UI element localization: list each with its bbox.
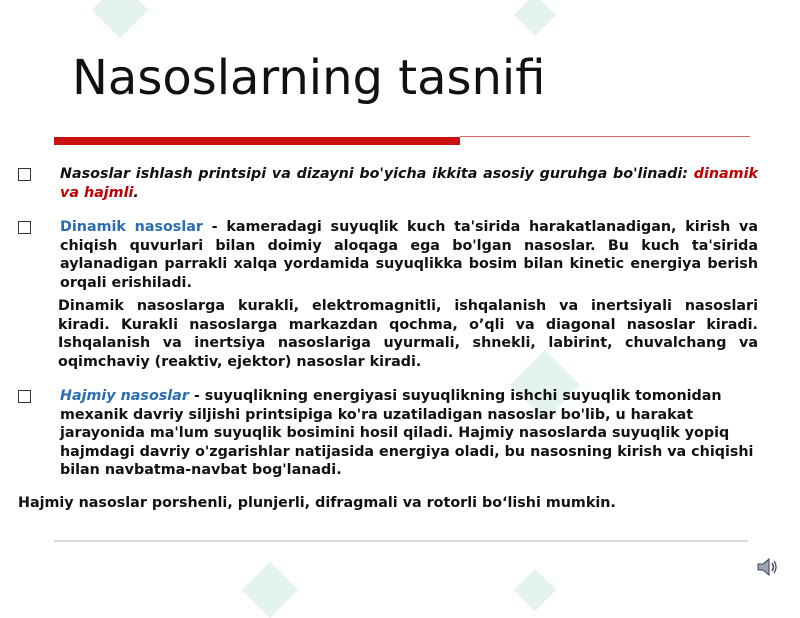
bullet-text-main: - suyuqlikning energiyasi suyuqlikning ishchi suyuqlik tomonidan mexanik davriy siljishi printsipiga ko'ra uzatiladigan nasoslar bo'lib, u harakat jarayonida ma'lum suyuqlik bosimini hosil qiladi. Hajmiy nasoslarda suyuqlik yopiq hajmdagi davriy o'zgarishlar natijasida energiya oladi, bu nasosning kirish va chiqishi bilan navbatma-navbat bog'lanadi. [60,388,754,478]
watermark-shape [92,0,149,38]
watermark-shape [514,0,556,36]
bullet-text-main: Nasoslar ishlash printsipi va dizayni bo'yicha ikkita asosiy guruhga bo'linadi: [60,166,694,182]
square-bullet-icon [18,221,31,234]
bullet-item-dynamic [18,218,758,292]
term-dynamic-pumps: Dinamik nasoslar [60,219,203,235]
closing-text: Hajmiy nasoslar porshenli, plunjerli, difragmali va rotorli bo‘lishi mumkin. [18,494,616,511]
bullet-highlight: dinamik va hajmli [60,166,758,201]
term-volumetric-pumps: Hajmiy nasoslar [60,388,189,404]
slide-content [18,165,758,512]
square-bullet-icon [18,390,31,403]
dynamic-pumps-paragraph: Dinamik nasoslarga kurakli, elektromagnitli, ishqalanish va inertsiyali nasoslari kiradi. Kurakli nasoslarga markazdan qochma, o’qli va diagonal nasoslar kiradi. Ishqalanish va inertsiya nasoslariga uyurmali, shnekli, labirint, chuvalchang va oqimchaviy (reaktiv, ejektor) nasoslar kiradi. [58,298,758,370]
bullet-item-classification [18,165,758,202]
title-underline-accent [54,137,460,145]
bullet-text [60,218,758,292]
title-underline-thin [460,136,750,137]
bullet-text-main: - kameradagi suyuqlik kuch ta'sirida harakatlanadigan, kirish va chiqish quvurlari bilan doimiy aloqaga ega bo'lgan nasoslar. Bu kuch ta'sirida aylanadigan parrakli xalqa yordamida suyuqlikka bosim bilan kinetic energiya berish orqali erishiladi. [60,219,758,291]
bullet-text [60,165,758,202]
slide-title: Nasoslarning tasnifi [72,50,546,106]
speaker-icon[interactable] [756,556,778,578]
bullet-item-volumetric [18,387,758,480]
bullet-text-end: . [133,184,139,201]
footer-divider [54,540,748,542]
watermark-shape [242,562,299,618]
square-bullet-icon [18,168,31,181]
bullet-text [60,387,758,480]
watermark-shape [514,569,556,611]
